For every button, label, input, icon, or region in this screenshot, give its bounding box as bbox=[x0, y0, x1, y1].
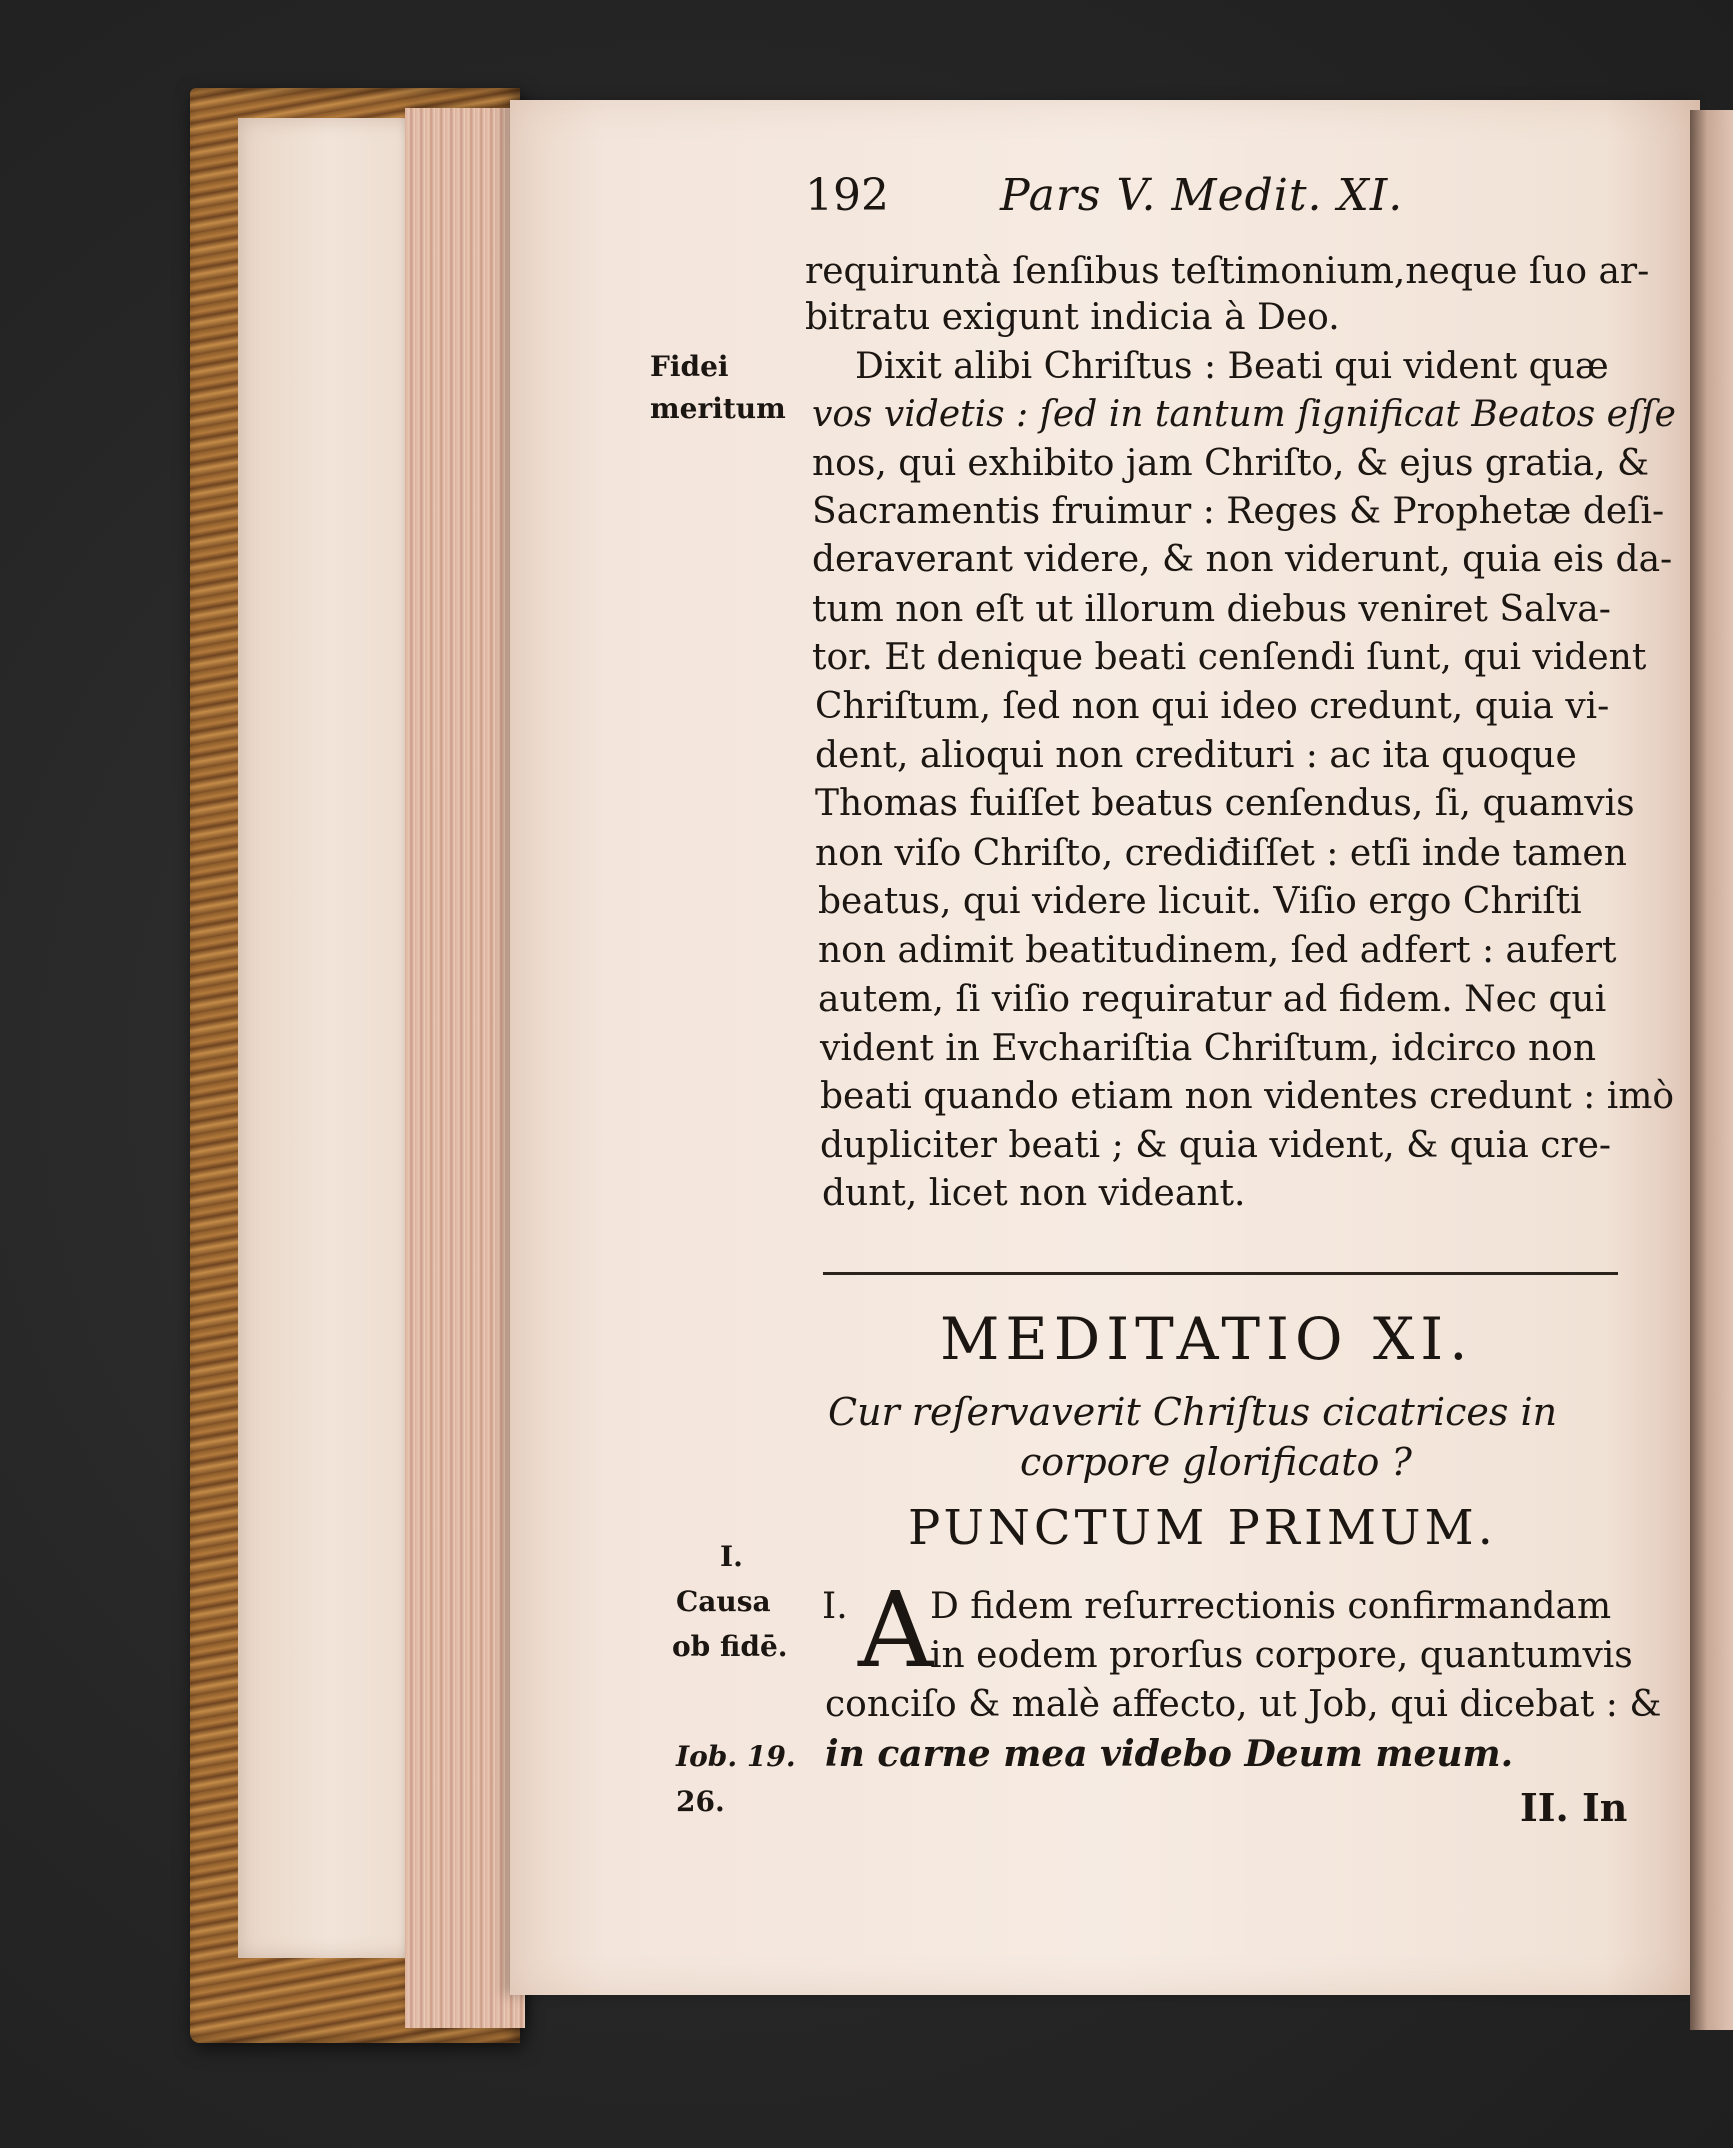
margin-note-ob-fide: ob fidē. bbox=[672, 1630, 788, 1663]
paragraph-line: in carne mea videbo Deum meum. bbox=[825, 1733, 1514, 1775]
body-line: Chriſtum, ſed non qui ideo credunt, quia vi- bbox=[815, 686, 1610, 727]
paragraph-line: in eodem prorſus corpore, quantumvis bbox=[930, 1635, 1633, 1676]
body-line: non adimit beatitudinem, ſed adfert : aufert bbox=[818, 930, 1617, 971]
body-line: beati quando etiam non videntes credunt : imò bbox=[820, 1076, 1675, 1117]
catchword: II. In bbox=[1520, 1785, 1628, 1830]
margin-note-meritum: meritum bbox=[650, 392, 786, 425]
body-line: tor. Et denique beati cenſendi ſunt, qui vident bbox=[812, 637, 1647, 678]
margin-note-job-ref: Iob. 19. bbox=[676, 1740, 796, 1773]
body-line: nos, qui exhibito jam Chriſto, & ejus gratia, & bbox=[812, 443, 1650, 484]
margin-note-job-verse: 26. bbox=[676, 1785, 725, 1818]
page-edges bbox=[405, 108, 525, 2028]
meditation-title: MEDITATIO XI. bbox=[940, 1305, 1474, 1373]
body-line: Dixit alibi Chriſtus : Beati qui vident quæ bbox=[855, 346, 1609, 387]
margin-note-numeral: I. bbox=[720, 1540, 743, 1573]
section-rule bbox=[823, 1272, 1618, 1275]
body-line: vos videtis : ſed in tantum ſignificat Beatos eſſe bbox=[812, 394, 1676, 435]
facing-page-edge bbox=[1690, 110, 1733, 2030]
body-line: vident in Evchariſtia Chriſtum, idcirco non bbox=[820, 1028, 1597, 1069]
running-title: Pars V. Medit. XI. bbox=[1000, 170, 1404, 221]
margin-note-causa: Causa bbox=[676, 1585, 771, 1618]
meditation-subtitle-line2: corpore glorificato ? bbox=[1020, 1440, 1412, 1484]
paragraph-line: conciſo & malè affecto, ut Job, qui dicebat : & bbox=[825, 1684, 1662, 1725]
paragraph-line: D fidem reſurrectionis confirmandam bbox=[930, 1586, 1612, 1627]
page-number: 192 bbox=[805, 170, 889, 221]
body-line: Thomas fuiſſet beatus cenſendus, ſi, quamvis bbox=[815, 783, 1635, 824]
punctum-heading: PUNCTUM PRIMUM. bbox=[908, 1500, 1497, 1556]
drop-cap: A bbox=[858, 1569, 934, 1691]
body-line: deraverant videre, & non viderunt, quia eis da- bbox=[812, 539, 1673, 580]
body-line: dunt, licet non videant. bbox=[822, 1173, 1246, 1214]
body-line: requiruntà ſenſibus teſtimonium,neque ſuo ar- bbox=[805, 251, 1650, 292]
body-line: autem, ſi viſio requiratur ad fidem. Nec qui bbox=[818, 979, 1607, 1020]
body-line: beatus, qui videre licuit. Viſio ergo Chriſti bbox=[818, 881, 1582, 922]
body-line: dupliciter beati ; & quia vident, & quia cre- bbox=[820, 1125, 1612, 1166]
paragraph-number: I. bbox=[822, 1586, 848, 1627]
body-line: non viſo Chriſto, crediđiſſet : etſi inde tamen bbox=[815, 833, 1627, 874]
body-line: bitratu exigunt indicia à Deo. bbox=[805, 297, 1340, 338]
margin-note-fidei: Fidei bbox=[650, 350, 729, 383]
body-line: tum non eſt ut illorum diebus veniret Salva- bbox=[812, 589, 1611, 630]
meditation-subtitle-line1: Cur reſervaverit Chriſtus cicatrices in bbox=[828, 1390, 1558, 1434]
body-line: Sacramentis fruimur : Reges & Prophetæ deſi- bbox=[812, 491, 1665, 532]
body-line: dent, alioqui non credituri : ac ita quoque bbox=[815, 735, 1577, 776]
